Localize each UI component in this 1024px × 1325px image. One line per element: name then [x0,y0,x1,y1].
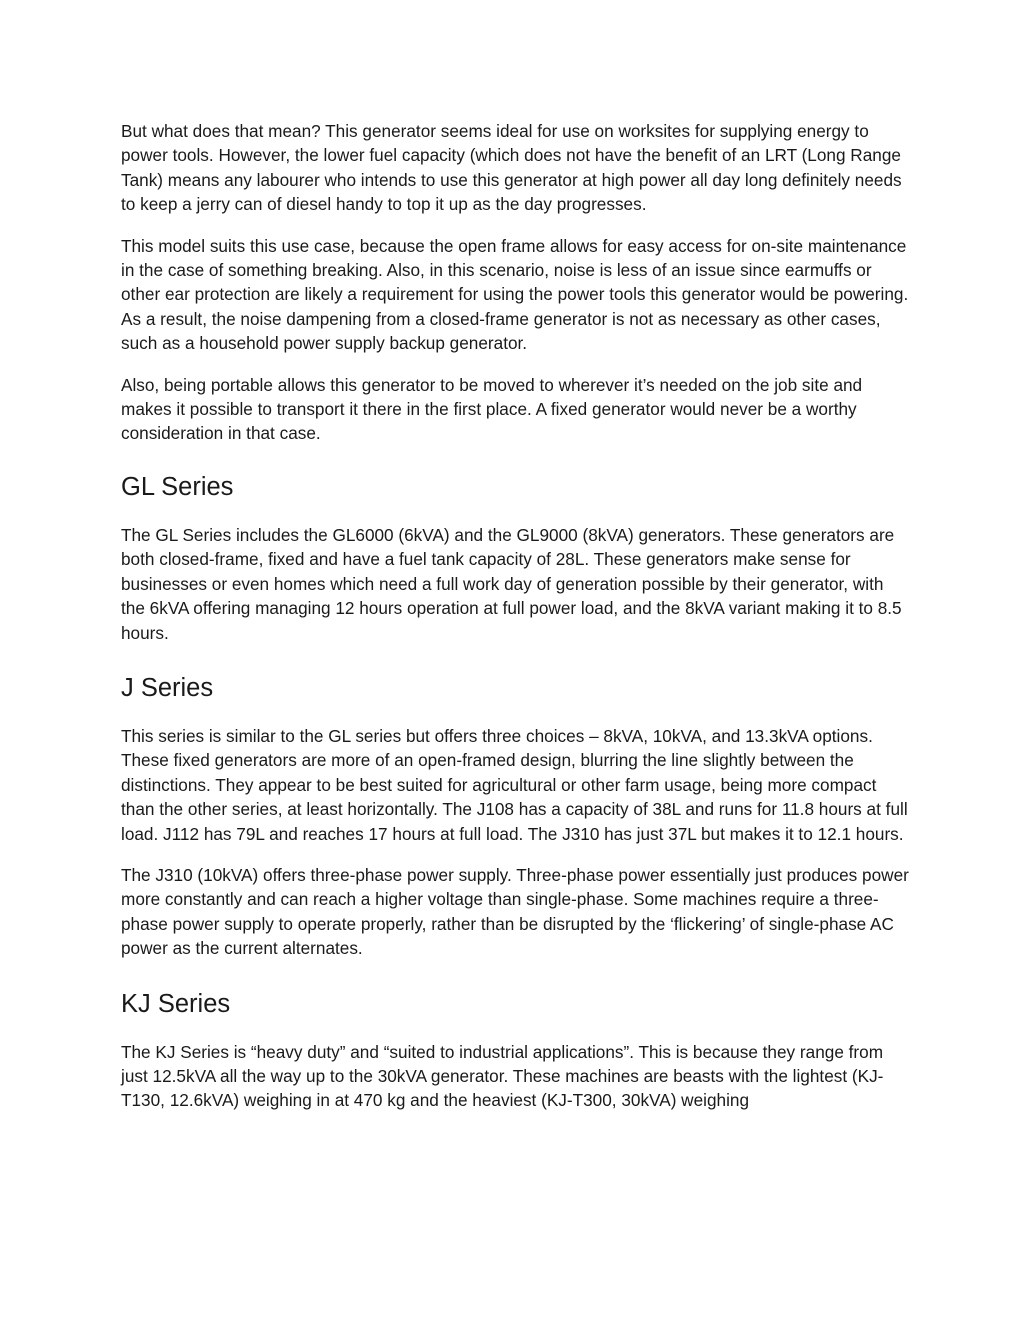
j-series-paragraph-2: The J310 (10kVA) offers three-phase power supply. Three-phase power essentially just produces power more constantly and can reach a higher voltage than single-phase. Some machines require a three-phase power supply to operate properly, rather than be disrupted by the ‘flickering’ of single-phase AC power as the current alternates. [121,864,909,959]
gl-series-paragraph-1: The GL Series includes the GL6000 (6kVA) and the GL9000 (8kVA) generators. These generators are both closed-frame, fixed and have a fuel tank capacity of 28L. These generators make sense for businesses or even homes which need a full work day of generation possible by their generator, with the 6kVA offering managing 12 hours operation at full power load, and the 8kVA variant making it to 8.5 hours. [121,524,902,643]
intro-paragraph-3: Also, being portable allows this generator to be moved to wherever it’s needed on the job site and makes it possible to transport it there in the first place. A fixed generator would never be a worthy consideration in that case. [121,374,863,444]
j-series-paragraph-1: This series is similar to the GL series but offers three choices – 8kVA, 10kVA, and 13.3kVA options. These fixed generators are more of an open-framed design, blurring the line slightly between the distinctions. They appear to be best suited for agricultural or other farm usage, being more compact than the other series, at least horizontally. The J108 has a capacity of 38L and runs for 11.8 hours at full load. J112 has 79L and reaches 17 hours at full load. The J310 has just 37L but makes it to 12.1 hours. [121,725,908,844]
intro-paragraph-1: But what does that mean? This generator seems ideal for use on worksites for supplying energy to power tools. However, the lower fuel capacity (which does not have the benefit of an LRT (Long Range Tank) means any labourer who intends to use this generator at high power all day long definitely needs to keep a jerry can of diesel handy to top it up as the day progresses. [121,121,902,215]
heading-kj-series: KJ Series [121,989,231,1018]
kj-series-paragraph-1: The KJ Series is “heavy duty” and “suited to industrial applications”. This is because they range from just 12.5kVA all the way up to the 30kVA generator. These machines are beasts with the lightest (KJ-T130, 12.6kVA) weighing in at 470 kg and the heaviest (KJ-T300, 30kVA) weighing [121,1041,884,1111]
document-page [121,119,911,1113]
heading-j-series: J Series [121,673,214,702]
intro-paragraph-2: This model suits this use case, because the open frame allows for easy access for on-site maintenance in the case of something breaking. Also, in this scenario, noise is less of an issue since earmuffs or other ear protection are likely a requirement for using the power tools this generator would be powering. As a result, the noise dampening from a closed-frame generator is not as necessary as other cases, such as a household power supply backup generator. [121,235,909,354]
heading-gl-series: GL Series [121,472,234,501]
